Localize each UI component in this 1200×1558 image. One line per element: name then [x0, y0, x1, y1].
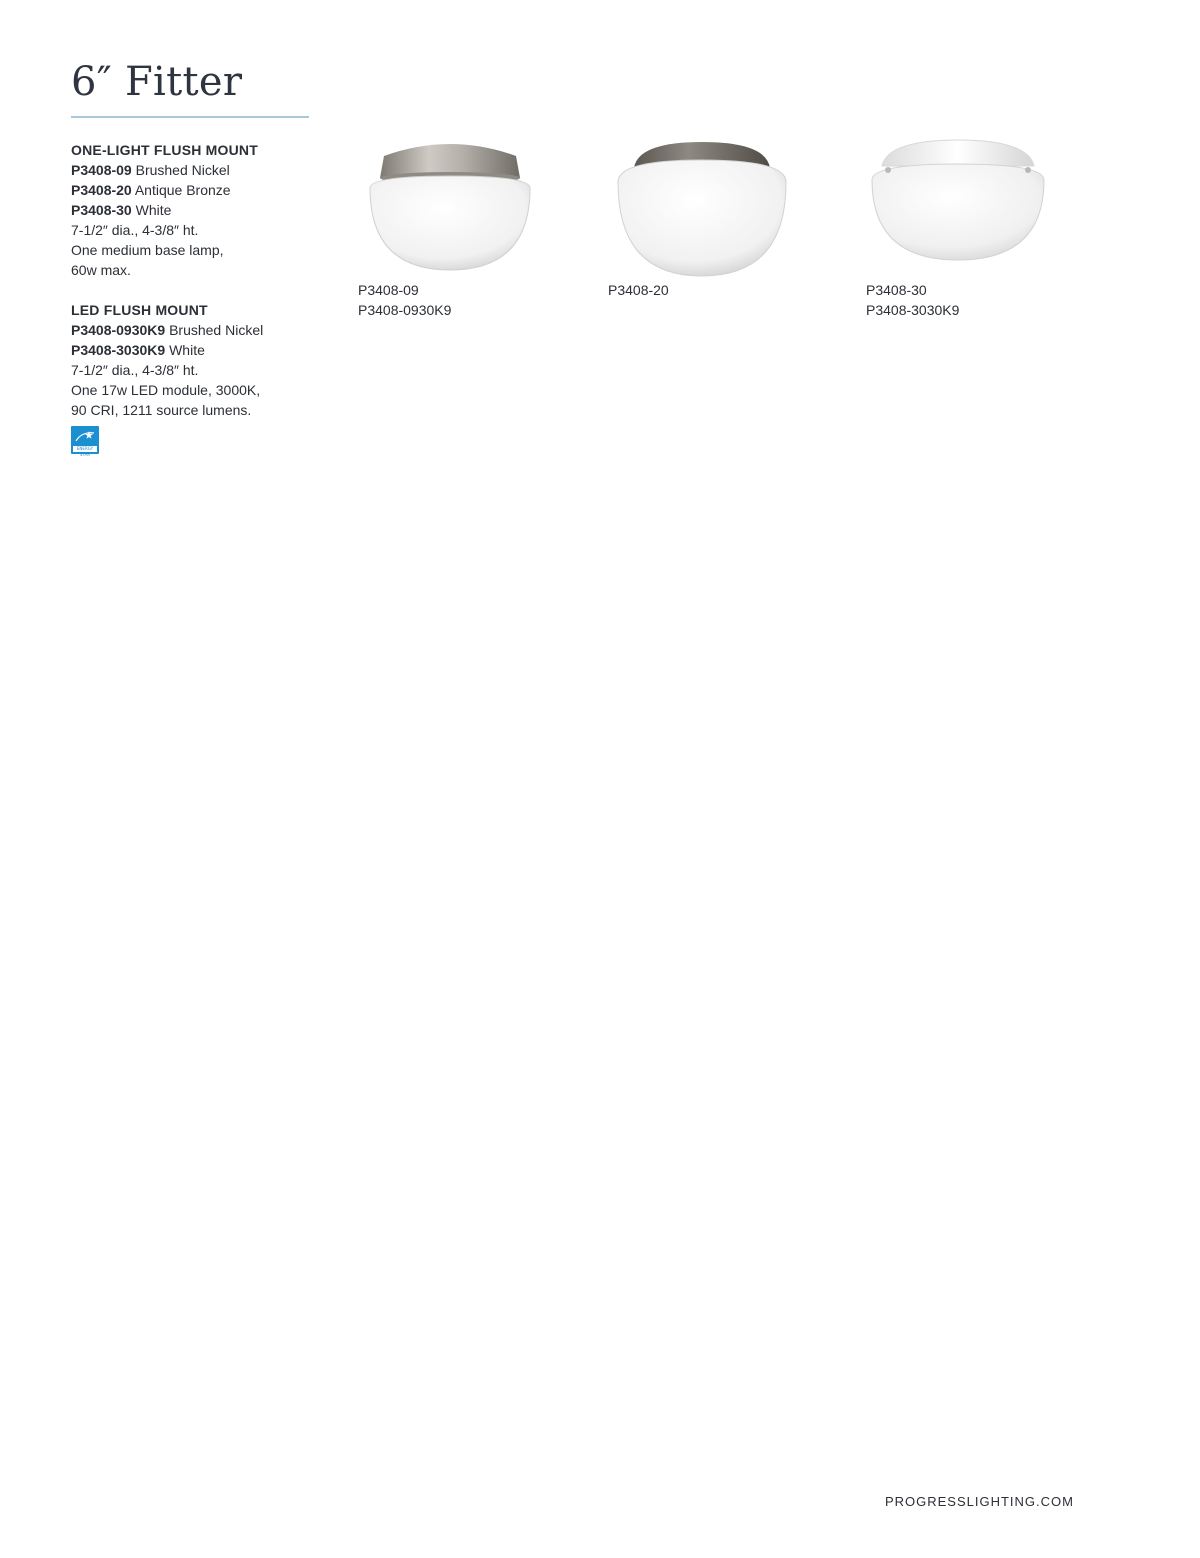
item-finish: Brushed Nickel — [169, 322, 264, 338]
item-code: P3408-09 — [71, 162, 132, 178]
product-caption — [608, 280, 669, 300]
dimensions: 7-1/2″ dia., 4-3/8″ ht. — [71, 222, 199, 238]
product-caption — [358, 280, 451, 320]
model-number: P3408-0930K9 — [358, 302, 452, 318]
model-number: P3408-3030K9 — [866, 302, 960, 318]
fixture-image — [612, 138, 792, 278]
spec-item — [71, 320, 331, 340]
dimensions: 7-1/2″ dia., 4-3/8″ ht. — [71, 362, 199, 378]
item-finish: Brushed Nickel — [135, 162, 230, 178]
energy-star-swoosh — [75, 429, 95, 445]
item-code: P3408-0930K9 — [71, 322, 166, 338]
brushed-nickel-fixture — [360, 138, 540, 278]
one-light-section — [71, 140, 331, 280]
model-number: P3408-20 — [608, 282, 669, 298]
energy-star-band — [73, 446, 97, 457]
model-number: P3408-30 — [866, 282, 927, 298]
footer-url[interactable]: PROGRESSLIGHTING.COM — [884, 1494, 1074, 1509]
page-title: 6″ Fitter — [71, 59, 243, 105]
item-code: P3408-3030K9 — [71, 342, 166, 358]
lamp-info: One 17w LED module, 3000K, — [71, 382, 261, 398]
antique-bronze-fixture — [612, 138, 792, 278]
white-fixture — [868, 134, 1048, 274]
fixture-image — [868, 134, 1048, 274]
item-code: P3408-30 — [71, 202, 132, 218]
product-caption — [866, 280, 959, 320]
item-code: P3408-20 — [71, 182, 132, 198]
spec-item — [71, 340, 331, 360]
spec-item — [71, 180, 331, 200]
led-section — [71, 300, 331, 420]
item-finish: White — [135, 202, 172, 218]
section-heading: ONE-LIGHT FLUSH MOUNT — [71, 142, 258, 158]
lamp-info: 90 CRI, 1211 source lumens. — [71, 402, 252, 418]
section-heading: LED FLUSH MOUNT — [71, 302, 208, 318]
spec-item — [71, 160, 331, 180]
spec-item — [71, 200, 331, 220]
item-finish: White — [169, 342, 205, 358]
model-number: P3408-09 — [358, 282, 419, 298]
energy-star-label: ENERGY STAR — [76, 446, 94, 457]
title-divider — [71, 116, 309, 118]
lamp-info: 60w max. — [71, 262, 131, 278]
lamp-info: One medium base lamp, — [71, 242, 224, 258]
energy-star-icon — [71, 426, 99, 457]
fixture-image — [360, 138, 540, 278]
spec-column — [71, 140, 331, 440]
item-finish: Antique Bronze — [134, 182, 231, 198]
